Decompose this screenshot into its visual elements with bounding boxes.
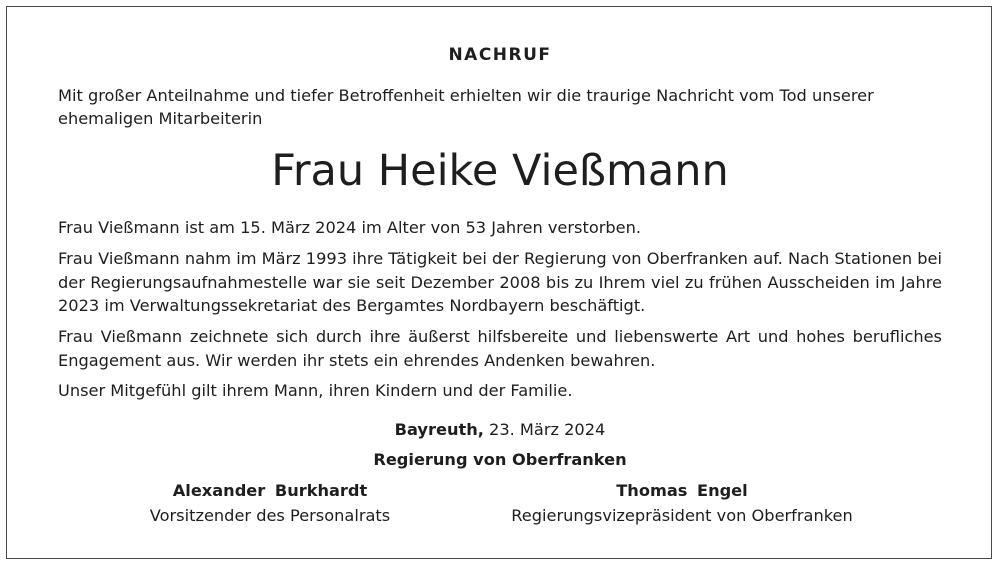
signatory-left — [100, 478, 440, 528]
notice-date: 23. März 2024 — [489, 420, 606, 439]
signatory-role: Regierungsvizepräsident von Oberfranken — [511, 506, 853, 525]
paragraph-condolence: Unser Mitgefühl gilt ihrem Mann, ihren Kindern und der Familie. — [58, 381, 573, 400]
paragraph-career: Frau Vießmann nahm im März 1993 ihre Tätigkeit bei der Regierung von Oberfranken auf. Nach Stationen bei der Regierungsaufnahmestelle war sie seit Dezember 2008 bis zu Ihrem viel zu frühen Ausscheiden im Jahre 2023 im Verwaltungssekretariat des Bergamtes Nordbayern beschäftigt. — [58, 249, 942, 316]
signatory-name: Thomas Engel — [616, 481, 748, 500]
signatory-right — [500, 478, 864, 528]
deceased-name: Frau Heike Vießmann — [271, 146, 729, 196]
organization-name: Regierung von Oberfranken — [373, 450, 627, 469]
paragraph-death-date: Frau Vießmann ist am 15. März 2024 im Alter von 53 Jahren verstorben. — [58, 218, 642, 237]
signatory-role: Vorsitzender des Personalrats — [149, 506, 391, 525]
place-city: Bayreuth, — [394, 420, 484, 439]
paragraph-appreciation: Frau Vießmann zeichnete sich durch ihre äußerst hilfsbereite und liebenswerte Art und hohes berufliches Engagement aus. Wir werden ihr stets ein ehrendes Andenken bewahren. — [58, 327, 942, 370]
place-date-line — [0, 418, 1000, 441]
notice-heading: NACHRUF — [448, 45, 552, 65]
signatory-name: Alexander Burkhardt — [172, 481, 368, 500]
intro-text: Mit großer Anteilnahme und tiefer Betroffenheit erhielten wir die traurige Nachricht vom Tod unserer ehemaligen Mitarbeiterin — [58, 86, 874, 128]
